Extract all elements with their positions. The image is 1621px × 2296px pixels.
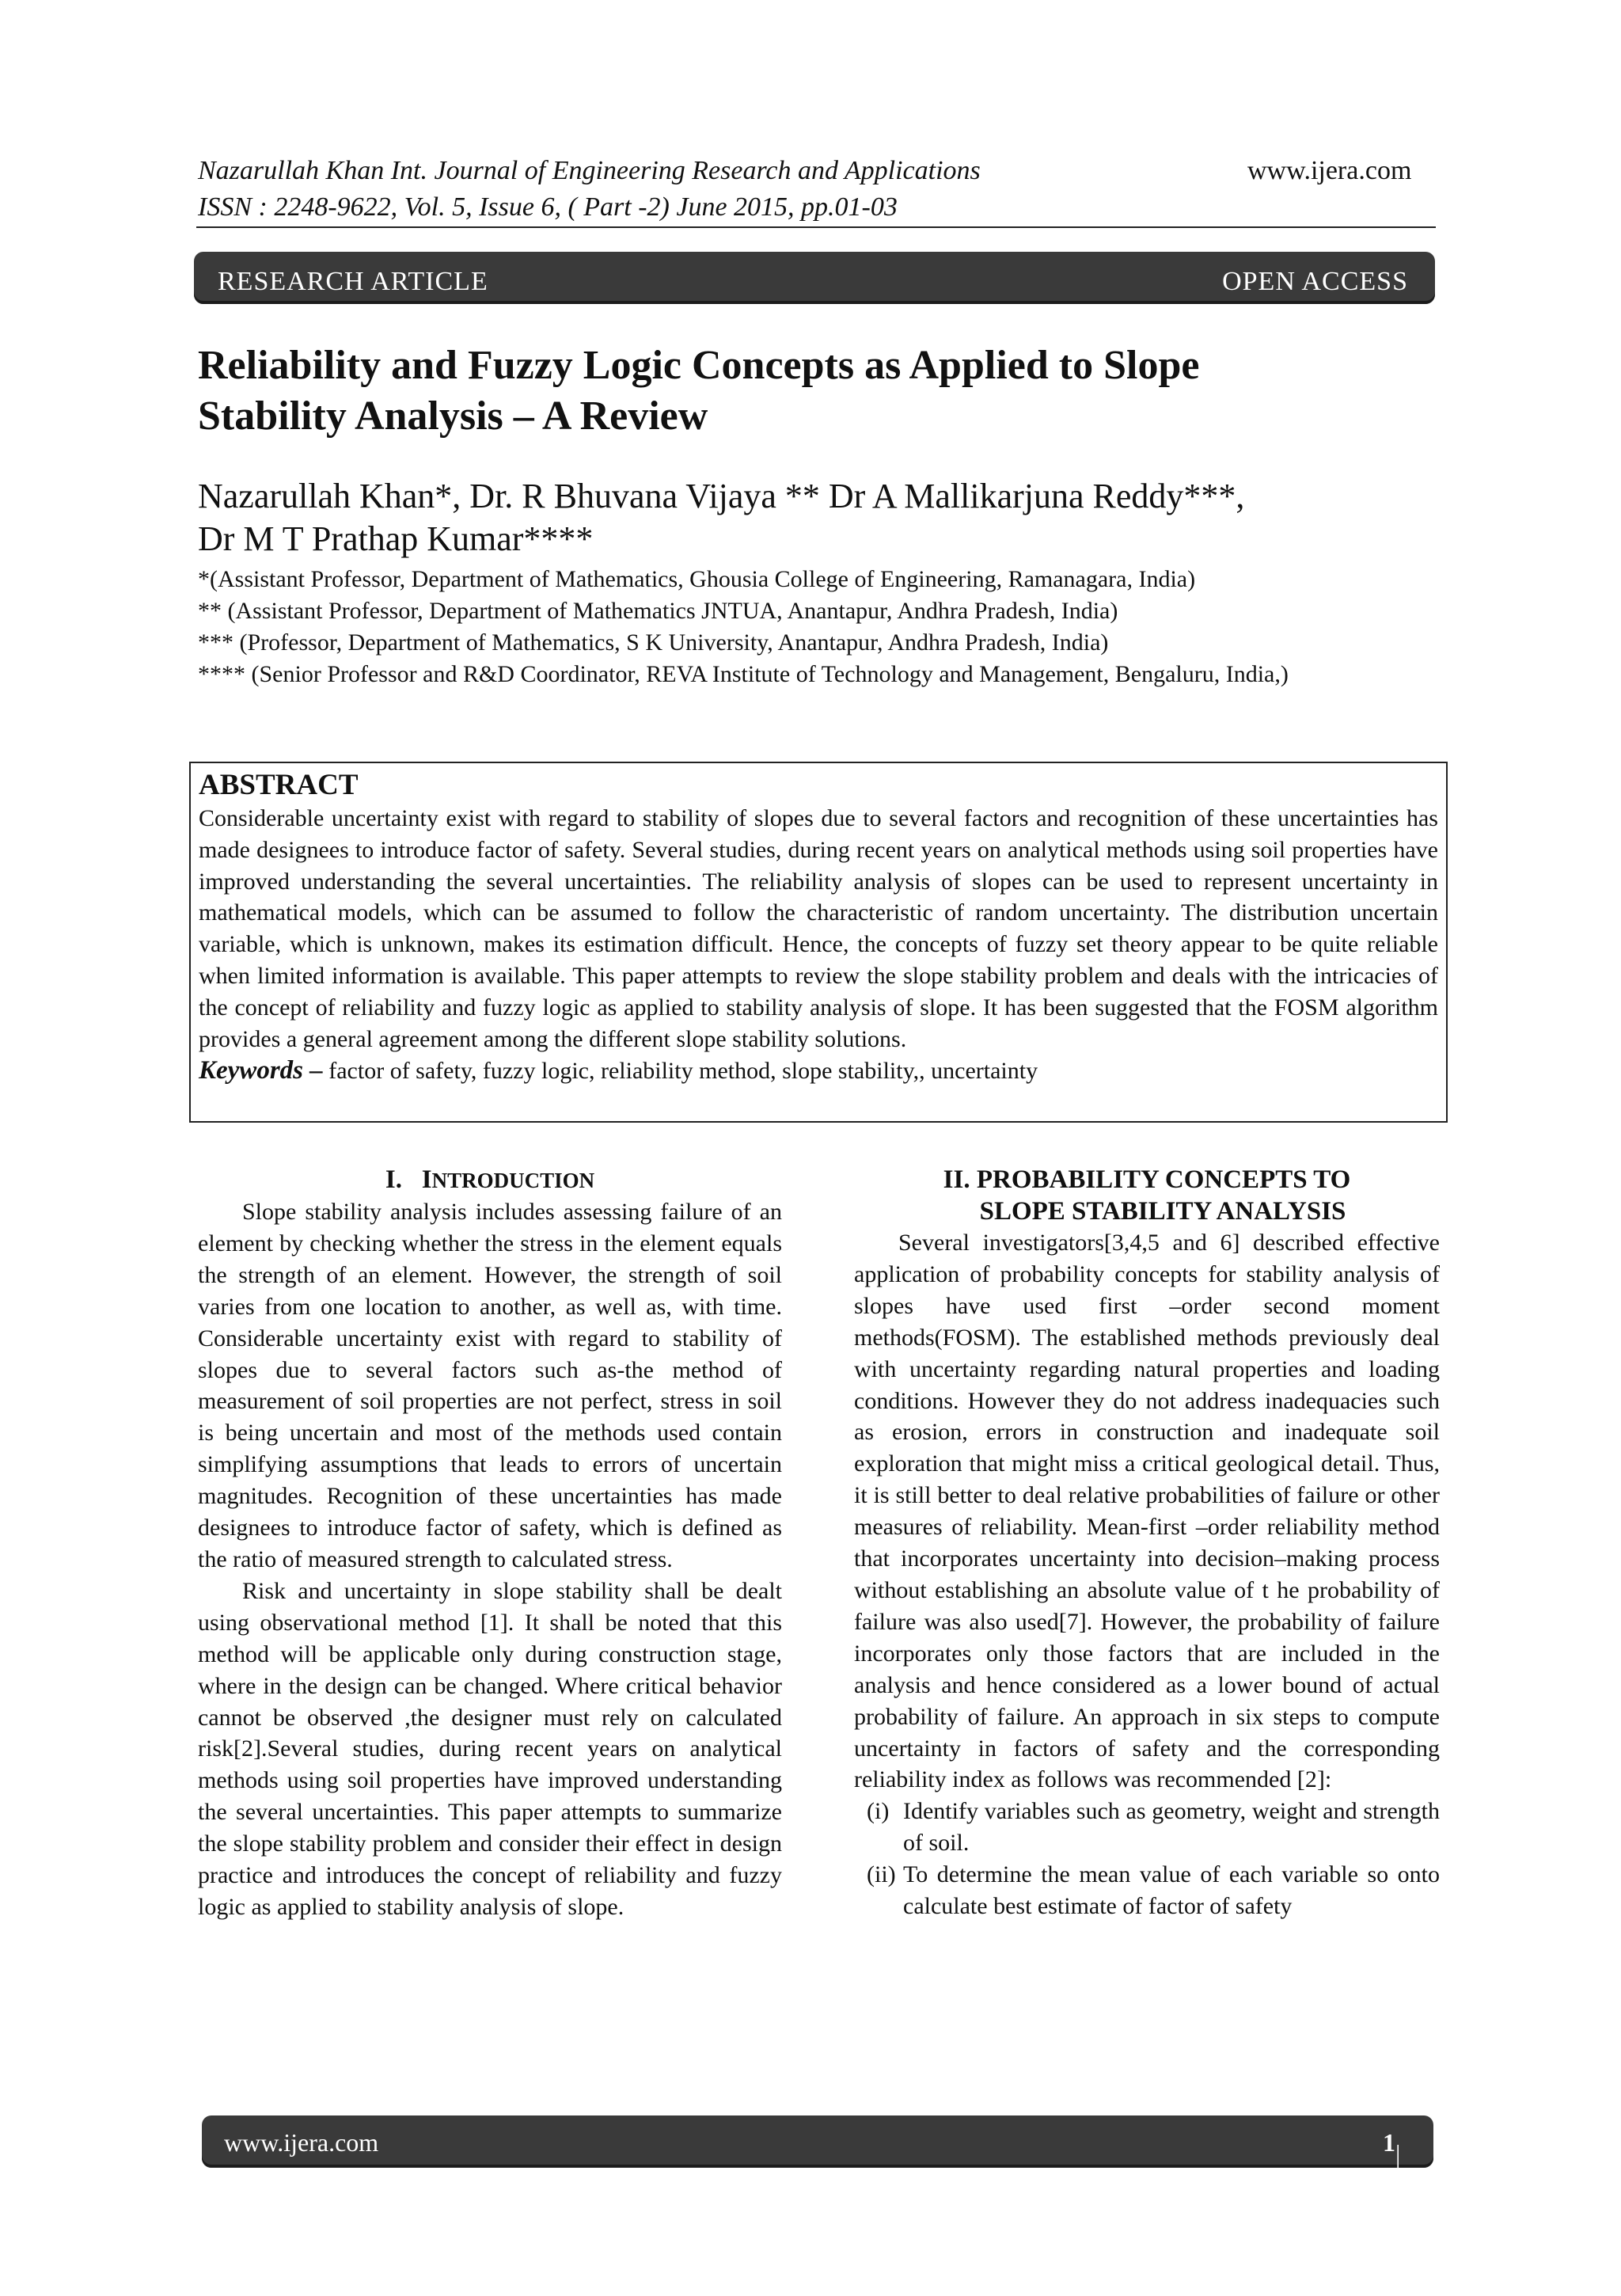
keywords-line: [199, 1055, 1438, 1087]
section-2-paragraph: Several investigators[3,4,5 and 6] described effective application of probability concepts for stability analysis of slopes have used first –order second moment methods(FOSM). The established methods previously deal with uncertainty regarding natural properties and loading conditions. However they do not address inadequacies such as erosion, errors in construction and inadequate soil exploration that might miss a critical geological detail. Thus, it is still better to deal relative probabilities of failure or other measures of reliability. Mean-first –order reliability method that incorporates uncertainty into decision–making process without establishing an absolute value of t he probability of failure was also used[7]. However, the probability of failure incorporates only those factors that are included in the analysis and hence considered as a lower bound of actual probability of failure. An approach in six steps to compute uncertainty in factors of safety and the corresponding reliability index as follows was recommended [2]:: [854, 1230, 1440, 1793]
section-1-heading: [198, 1164, 782, 1196]
page-number: [1383, 2127, 1409, 2294]
authors-line-2: Dr M T Prathap Kumar****: [198, 519, 594, 558]
research-article-label: RESEARCH ARTICLE: [218, 267, 488, 296]
intro-paragraph-1: Slope stability analysis includes assessing failure of an element by checking whether the stress in the element equals the strength of an element. However, the strength of soil varies from one location to another, as well as, with time. Considerable uncertainty exist with regard to stability of slopes due to several factors such as-the method of measurement of soil properties are not perfect, stress in soil is being uncertain and most of the methods used contain simplifying assumptions that leads to errors of uncertain magnitudes. Recognition of these uncertainties has made designees to introduce factor of safety, which is defined as the ratio of measured strength to calculated stress.: [198, 1199, 782, 1572]
section-2-heading-line-2: SLOPE STABILITY ANALYSIS: [979, 1197, 1346, 1226]
issn-line: ISSN : 2248-9622, Vol. 5, Issue 6, ( Part -2) June 2015, pp.01-03: [198, 192, 898, 222]
author-list: [198, 475, 1433, 561]
list-item-number: (ii): [867, 1861, 896, 1888]
page-label: | P a g e: [1395, 2139, 1409, 2294]
section-1-title-rest: NTRODUCTION: [431, 1169, 595, 1192]
list-item: [854, 1796, 1440, 1859]
journal-line: Nazarullah Khan Int. Journal of Engineering Research and Applications: [198, 156, 981, 185]
abstract-text: Considerable uncertainty exist with regard to stability of slopes due to several factors and recognition of these uncertainties has made designees to introduce factor of safety. Several studies, during recent years on analytical methods using soil properties have improved understanding the several uncertainties. The reliability analysis of slopes can be used to represent uncertainty in mathematical models, which can be assumed to follow the characteristic of random uncertainty. The distribution uncertain variable, which is unknown, makes its estimation difficult. Hence, the concepts of fuzzy set theory appear to be quite reliable when limited information is available. This paper attempts to review the slope stability problem and deals with the intricacies of the concept of reliability and fuzzy logic as applied to stability analysis of slope. It has been suggested that the FOSM algorithm provides a general agreement among the different slope stability solutions.: [199, 805, 1438, 1052]
affiliation-item: **** (Senior Professor and R&D Coordinator, REVA Institute of Technology and Management, Bengaluru, India,): [198, 661, 1289, 687]
paper-title: [198, 340, 1433, 442]
authors-line-1: Nazarullah Khan*, Dr. R Bhuvana Vijaya ** Dr A Mallikarjuna Reddy***,: [198, 477, 1245, 515]
section-2-heading-line-1: II. PROBABILITY CONCEPTS TO: [943, 1165, 1351, 1194]
affiliation-item: *** (Professor, Department of Mathematics, S K University, Anantapur, Andhra Pradesh, India): [198, 629, 1109, 656]
list-item: [854, 1859, 1440, 1922]
page-footer: [202, 2115, 1433, 2294]
affiliation-item: ** (Assistant Professor, Department of Mathematics JNTUA, Anantapur, Andhra Pradesh, India): [198, 598, 1118, 624]
header-rule: [196, 226, 1436, 228]
list-item-text: To determine the mean value of each variable so onto calculate best estimate of factor of safety: [903, 1861, 1440, 1920]
abstract-box: [189, 762, 1448, 1123]
right-column: [854, 1164, 1440, 1922]
section-1-number: I.: [385, 1165, 402, 1194]
affiliation-item: *(Assistant Professor, Department of Mathematics, Ghousia College of Engineering, Ramanagara, India): [198, 566, 1196, 592]
open-access-label: OPEN ACCESS: [1222, 267, 1408, 296]
keywords-text: factor of safety, fuzzy logic, reliability method, slope stability,, uncertainty: [328, 1058, 1038, 1085]
article-type-banner: [194, 252, 1435, 304]
footer-website[interactable]: www.ijera.com: [224, 2128, 379, 2157]
intro-paragraph-2: Risk and uncertainty in slope stability shall be dealt using observational method [1]. It shall be noted that this method will be applicable only during construction stage, where in the design can be changed. Where critical behavior cannot be observed ,the designer must rely on calculated risk[2].Several studies, during recent years on analytical methods using soil properties have improved understanding the several uncertainties. This paper attempts to summarize the slope stability problem and consider their effect in design practice and introduces the concept of reliability and fuzzy logic as applied to stability analysis of slope.: [198, 1577, 782, 1920]
left-column: [198, 1164, 782, 1923]
section-2-heading: [854, 1164, 1440, 1227]
header-website[interactable]: www.ijera.com: [1247, 156, 1412, 185]
section-1-initial: I: [421, 1165, 432, 1194]
keywords-label: Keywords –: [199, 1056, 323, 1085]
title-line-1: Reliability and Fuzzy Logic Concepts as Applied to Slope: [198, 343, 1200, 388]
abstract-heading: ABSTRACT: [199, 769, 359, 801]
list-item-number: (i): [867, 1798, 890, 1825]
list-item-text: Identify variables such as geometry, weight and strength of soil.: [903, 1798, 1440, 1857]
page-number-value: 1: [1383, 2128, 1395, 2157]
affiliations: [198, 564, 1434, 690]
title-line-2: Stability Analysis – A Review: [198, 393, 708, 439]
